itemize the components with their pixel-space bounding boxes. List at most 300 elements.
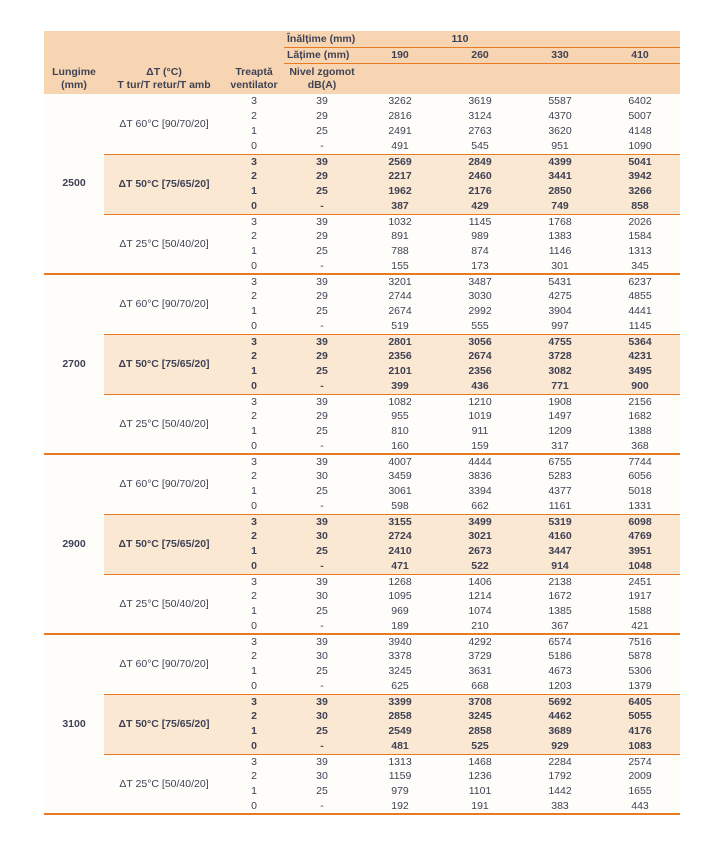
- heat-output-cell: 471: [360, 559, 440, 574]
- fan-step-cell: 0: [224, 679, 284, 694]
- fan-step-cell: 0: [224, 739, 284, 754]
- noise-level-cell: 39: [284, 394, 360, 409]
- heat-output-cell: 368: [600, 439, 680, 454]
- fan-step-cell: 3: [224, 514, 284, 529]
- heat-output-cell: 1313: [600, 244, 680, 259]
- fan-step-cell: 0: [224, 259, 284, 274]
- heat-output-cell: 3245: [440, 709, 520, 724]
- table-header: [44, 31, 680, 94]
- heat-output-cell: 3056: [440, 334, 520, 349]
- heat-output-cell: 545: [440, 139, 520, 154]
- heat-output-cell: 2356: [360, 349, 440, 364]
- heat-output-cell: 519: [360, 319, 440, 334]
- noise-level-cell: 25: [284, 124, 360, 139]
- noise-level-cell: 25: [284, 544, 360, 559]
- heat-output-cell: 3441: [520, 169, 600, 184]
- lungime-cell: 2700: [44, 274, 104, 454]
- fan-step-cell: 2: [224, 769, 284, 784]
- heat-output-cell: 3447: [520, 544, 600, 559]
- delta-t-cell: ΔT 25°C [50/40/20]: [104, 214, 224, 274]
- fan-step-cell: 3: [224, 334, 284, 349]
- heat-output-cell: 387: [360, 199, 440, 214]
- heat-output-cell: 1210: [440, 394, 520, 409]
- fan-step-cell: 2: [224, 409, 284, 424]
- noise-level-cell: -: [284, 739, 360, 754]
- noise-level-cell: 29: [284, 169, 360, 184]
- heat-output-cell: 421: [600, 619, 680, 634]
- heat-output-cell: 900: [600, 379, 680, 394]
- col-header-lungime-line2: (mm): [61, 78, 87, 91]
- table-row: [44, 514, 680, 529]
- heat-output-cell: 2673: [440, 544, 520, 559]
- noise-level-cell: 25: [284, 244, 360, 259]
- heat-output-cell: 7744: [600, 454, 680, 469]
- heat-output-cell: 1146: [520, 244, 600, 259]
- noise-level-cell: 29: [284, 349, 360, 364]
- heat-output-cell: 317: [520, 439, 600, 454]
- heat-output-cell: 1672: [520, 589, 600, 604]
- noise-level-cell: 39: [284, 634, 360, 649]
- heat-output-cell: 3399: [360, 694, 440, 709]
- heat-output-cell: 4231: [600, 349, 680, 364]
- heat-output-cell: 367: [520, 619, 600, 634]
- delta-t-cell: ΔT 60°C [90/70/20]: [104, 454, 224, 514]
- heat-output-cell: 3061: [360, 484, 440, 499]
- heat-output-cell: 210: [440, 619, 520, 634]
- col-header-fan-step-line2: ventilator: [230, 78, 278, 91]
- heat-output-cell: 979: [360, 784, 440, 799]
- heat-output-cell: 3124: [440, 109, 520, 124]
- heat-output-cell: 1313: [360, 754, 440, 769]
- heat-output-cell: 3708: [440, 694, 520, 709]
- height-header-row: [44, 31, 680, 47]
- heat-output-cell: 522: [440, 559, 520, 574]
- heat-output-cell: 4462: [520, 709, 600, 724]
- table-row: [44, 154, 680, 169]
- noise-level-cell: 30: [284, 709, 360, 724]
- heat-output-cell: 955: [360, 409, 440, 424]
- heat-output-cell: 1406: [440, 574, 520, 589]
- heat-output-cell: 929: [520, 739, 600, 754]
- fan-step-cell: 2: [224, 289, 284, 304]
- heat-output-cell: 5055: [600, 709, 680, 724]
- heat-output-cell: 383: [520, 799, 600, 814]
- fan-step-cell: 1: [224, 484, 284, 499]
- fan-step-cell: 3: [224, 214, 284, 229]
- width-value-330: 330: [520, 47, 600, 63]
- fan-step-cell: 3: [224, 754, 284, 769]
- noise-level-cell: 30: [284, 469, 360, 484]
- fan-step-cell: 0: [224, 439, 284, 454]
- lungime-cell: 2500: [44, 94, 104, 274]
- heat-output-cell: 4148: [600, 124, 680, 139]
- heat-output-cell: 1917: [600, 589, 680, 604]
- heat-output-cell: 1236: [440, 769, 520, 784]
- heat-output-cell: 6098: [600, 514, 680, 529]
- heat-output-cell: 3245: [360, 664, 440, 679]
- noise-level-cell: 30: [284, 649, 360, 664]
- heat-output-cell: 1588: [600, 604, 680, 619]
- noise-level-cell: 39: [284, 754, 360, 769]
- column-header-row: [44, 63, 680, 94]
- heat-output-cell: 4007: [360, 454, 440, 469]
- heat-output-cell: 5364: [600, 334, 680, 349]
- heat-output-cell: 1145: [600, 319, 680, 334]
- col-header-fan-step-line1: Treaptă: [235, 66, 273, 79]
- heat-output-cell: 1497: [520, 409, 600, 424]
- heat-output-cell: 3021: [440, 529, 520, 544]
- heat-output-cell: 3499: [440, 514, 520, 529]
- heat-output-cell: 3904: [520, 304, 600, 319]
- fan-step-cell: 0: [224, 559, 284, 574]
- heat-output-cell: 555: [440, 319, 520, 334]
- fan-step-cell: 1: [224, 604, 284, 619]
- fan-step-cell: 2: [224, 349, 284, 364]
- heat-output-cell: 4444: [440, 454, 520, 469]
- heat-output-cell: 1214: [440, 589, 520, 604]
- fan-step-cell: 1: [224, 424, 284, 439]
- heat-output-cell: 2674: [360, 304, 440, 319]
- heat-output-cell: 2574: [600, 754, 680, 769]
- heat-output-cell: 5018: [600, 484, 680, 499]
- heat-output-cell: 1161: [520, 499, 600, 514]
- heat-output-cell: 5007: [600, 109, 680, 124]
- heat-output-cell: 1268: [360, 574, 440, 589]
- heat-output-cell: 4176: [600, 724, 680, 739]
- heat-output-cell: 192: [360, 799, 440, 814]
- fan-step-cell: 1: [224, 544, 284, 559]
- heat-output-cell: 3631: [440, 664, 520, 679]
- heat-output-cell: 2451: [600, 574, 680, 589]
- fan-step-cell: 3: [224, 634, 284, 649]
- heat-output-cell: 2026: [600, 214, 680, 229]
- heat-output-cell: 969: [360, 604, 440, 619]
- heat-output-cell: 2858: [360, 709, 440, 724]
- col-header-lungime-line1: Lungime: [52, 66, 96, 79]
- heat-output-cell: 1908: [520, 394, 600, 409]
- heat-output-cell: 5306: [600, 664, 680, 679]
- table-row: [44, 574, 680, 589]
- radiator-output-table: [44, 31, 680, 815]
- delta-t-cell: ΔT 60°C [90/70/20]: [104, 634, 224, 694]
- heat-output-cell: 155: [360, 259, 440, 274]
- heat-output-cell: 429: [440, 199, 520, 214]
- fan-step-cell: 2: [224, 649, 284, 664]
- document-page: [0, 31, 717, 846]
- heat-output-cell: 810: [360, 424, 440, 439]
- table-row: [44, 694, 680, 709]
- fan-step-cell: 1: [224, 664, 284, 679]
- header-blank: [360, 63, 680, 94]
- col-header-noise-level-line1: Nivel zgomot: [289, 66, 355, 79]
- heat-output-cell: 2801: [360, 334, 440, 349]
- fan-step-cell: 2: [224, 529, 284, 544]
- heat-output-cell: 3729: [440, 649, 520, 664]
- heat-output-cell: 1383: [520, 229, 600, 244]
- table-body: [44, 94, 680, 814]
- lungime-cell: 3100: [44, 634, 104, 814]
- fan-step-cell: 2: [224, 169, 284, 184]
- noise-level-cell: -: [284, 259, 360, 274]
- noise-level-cell: 39: [284, 514, 360, 529]
- heat-output-cell: 443: [600, 799, 680, 814]
- heat-output-cell: 159: [440, 439, 520, 454]
- heat-output-cell: 5319: [520, 514, 600, 529]
- noise-level-cell: -: [284, 679, 360, 694]
- noise-level-cell: 30: [284, 529, 360, 544]
- heat-output-cell: 1159: [360, 769, 440, 784]
- heat-output-cell: 1090: [600, 139, 680, 154]
- header-blank: [44, 31, 284, 47]
- heat-output-cell: 4399: [520, 154, 600, 169]
- delta-t-cell: ΔT 50°C [75/65/20]: [104, 154, 224, 214]
- noise-level-cell: 29: [284, 109, 360, 124]
- fan-step-cell: 2: [224, 229, 284, 244]
- noise-level-cell: -: [284, 139, 360, 154]
- noise-level-cell: 25: [284, 364, 360, 379]
- noise-level-cell: 39: [284, 334, 360, 349]
- heat-output-cell: 2724: [360, 529, 440, 544]
- delta-t-cell: ΔT 50°C [75/65/20]: [104, 514, 224, 574]
- heat-output-cell: 3940: [360, 634, 440, 649]
- heat-output-cell: 2176: [440, 184, 520, 199]
- heat-output-cell: 6574: [520, 634, 600, 649]
- heat-output-cell: 1682: [600, 409, 680, 424]
- fan-step-cell: 0: [224, 799, 284, 814]
- fan-step-cell: 1: [224, 244, 284, 259]
- noise-level-cell: 39: [284, 454, 360, 469]
- width-header-row: [44, 47, 680, 63]
- heat-output-cell: 3689: [520, 724, 600, 739]
- heat-output-cell: 5186: [520, 649, 600, 664]
- heat-output-cell: 6402: [600, 94, 680, 109]
- heat-output-cell: 1379: [600, 679, 680, 694]
- heat-output-cell: 1019: [440, 409, 520, 424]
- heat-output-cell: 4275: [520, 289, 600, 304]
- heat-output-cell: 3620: [520, 124, 600, 139]
- heat-output-cell: 1145: [440, 214, 520, 229]
- noise-level-cell: 25: [284, 604, 360, 619]
- noise-level-cell: 39: [284, 154, 360, 169]
- fan-step-cell: 0: [224, 139, 284, 154]
- heat-output-cell: 3155: [360, 514, 440, 529]
- heat-output-cell: 1442: [520, 784, 600, 799]
- delta-t-cell: ΔT 60°C [90/70/20]: [104, 94, 224, 154]
- heat-output-cell: 891: [360, 229, 440, 244]
- table-row: [44, 274, 680, 289]
- heat-output-cell: 173: [440, 259, 520, 274]
- heat-output-cell: 2992: [440, 304, 520, 319]
- heat-output-cell: 997: [520, 319, 600, 334]
- noise-level-cell: -: [284, 199, 360, 214]
- noise-level-cell: 25: [284, 184, 360, 199]
- delta-t-cell: ΔT 50°C [75/65/20]: [104, 694, 224, 754]
- heat-output-cell: 4370: [520, 109, 600, 124]
- heat-output-cell: 5587: [520, 94, 600, 109]
- heat-output-cell: 911: [440, 424, 520, 439]
- heat-output-cell: 3201: [360, 274, 440, 289]
- fan-step-cell: 2: [224, 709, 284, 724]
- heat-output-cell: 3487: [440, 274, 520, 289]
- heat-output-cell: 1468: [440, 754, 520, 769]
- heat-output-cell: 6755: [520, 454, 600, 469]
- table-row: [44, 394, 680, 409]
- fan-step-cell: 0: [224, 379, 284, 394]
- noise-level-cell: 39: [284, 574, 360, 589]
- fan-step-cell: 2: [224, 589, 284, 604]
- height-label: Înălțime (mm): [284, 31, 360, 47]
- table-row: [44, 94, 680, 109]
- heat-output-cell: 3262: [360, 94, 440, 109]
- noise-level-cell: -: [284, 619, 360, 634]
- noise-level-cell: 39: [284, 694, 360, 709]
- heat-output-cell: 481: [360, 739, 440, 754]
- heat-output-cell: 2410: [360, 544, 440, 559]
- col-header-noise-level-line2: dB(A): [307, 78, 337, 91]
- noise-level-cell: 25: [284, 304, 360, 319]
- col-header-fan-step: [224, 63, 284, 94]
- col-header-lungime: [44, 63, 104, 94]
- height-value: 110: [360, 31, 680, 47]
- fan-step-cell: 3: [224, 94, 284, 109]
- width-value-410: 410: [600, 47, 680, 63]
- heat-output-cell: 4292: [440, 634, 520, 649]
- heat-output-cell: 5878: [600, 649, 680, 664]
- heat-output-cell: 2156: [600, 394, 680, 409]
- heat-output-cell: 2356: [440, 364, 520, 379]
- heat-output-cell: 1082: [360, 394, 440, 409]
- table-row: [44, 454, 680, 469]
- fan-step-cell: 0: [224, 619, 284, 634]
- heat-output-cell: 668: [440, 679, 520, 694]
- heat-output-cell: 491: [360, 139, 440, 154]
- heat-output-cell: 191: [440, 799, 520, 814]
- noise-level-cell: 25: [284, 664, 360, 679]
- heat-output-cell: 3495: [600, 364, 680, 379]
- heat-output-cell: 625: [360, 679, 440, 694]
- width-value-260: 260: [440, 47, 520, 63]
- heat-output-cell: 4755: [520, 334, 600, 349]
- heat-output-cell: 2763: [440, 124, 520, 139]
- noise-level-cell: 25: [284, 424, 360, 439]
- lungime-cell: 2900: [44, 454, 104, 634]
- fan-step-cell: 3: [224, 154, 284, 169]
- heat-output-cell: 3942: [600, 169, 680, 184]
- heat-output-cell: 3951: [600, 544, 680, 559]
- heat-output-cell: 2217: [360, 169, 440, 184]
- noise-level-cell: 25: [284, 784, 360, 799]
- heat-output-cell: 4855: [600, 289, 680, 304]
- noise-level-cell: -: [284, 799, 360, 814]
- heat-output-cell: 2858: [440, 724, 520, 739]
- fan-step-cell: 1: [224, 304, 284, 319]
- heat-output-cell: 2850: [520, 184, 600, 199]
- noise-level-cell: -: [284, 379, 360, 394]
- table-row: [44, 214, 680, 229]
- heat-output-cell: 874: [440, 244, 520, 259]
- heat-output-cell: 1655: [600, 784, 680, 799]
- heat-output-cell: 1385: [520, 604, 600, 619]
- heat-output-cell: 4377: [520, 484, 600, 499]
- fan-step-cell: 2: [224, 469, 284, 484]
- noise-level-cell: -: [284, 499, 360, 514]
- heat-output-cell: 749: [520, 199, 600, 214]
- heat-output-cell: 525: [440, 739, 520, 754]
- fan-step-cell: 3: [224, 394, 284, 409]
- heat-output-cell: 160: [360, 439, 440, 454]
- noise-level-cell: -: [284, 439, 360, 454]
- heat-output-cell: 3378: [360, 649, 440, 664]
- heat-output-cell: 2009: [600, 769, 680, 784]
- heat-output-cell: 2101: [360, 364, 440, 379]
- heat-output-cell: 6405: [600, 694, 680, 709]
- fan-step-cell: 3: [224, 574, 284, 589]
- heat-output-cell: 436: [440, 379, 520, 394]
- heat-output-cell: 4160: [520, 529, 600, 544]
- noise-level-cell: 29: [284, 289, 360, 304]
- header-blank: [44, 47, 284, 63]
- width-label: Lățime (mm): [284, 47, 360, 63]
- heat-output-cell: 2460: [440, 169, 520, 184]
- heat-output-cell: 951: [520, 139, 600, 154]
- heat-output-cell: 5283: [520, 469, 600, 484]
- heat-output-cell: 2549: [360, 724, 440, 739]
- heat-output-cell: 914: [520, 559, 600, 574]
- noise-level-cell: 29: [284, 409, 360, 424]
- heat-output-cell: 1331: [600, 499, 680, 514]
- noise-level-cell: 30: [284, 769, 360, 784]
- noise-level-cell: 39: [284, 94, 360, 109]
- fan-step-cell: 1: [224, 784, 284, 799]
- heat-output-cell: 858: [600, 199, 680, 214]
- noise-level-cell: 25: [284, 724, 360, 739]
- heat-output-cell: 6237: [600, 274, 680, 289]
- noise-level-cell: -: [284, 559, 360, 574]
- heat-output-cell: 662: [440, 499, 520, 514]
- delta-t-cell: ΔT 50°C [75/65/20]: [104, 334, 224, 394]
- heat-output-cell: 5692: [520, 694, 600, 709]
- heat-output-cell: 1962: [360, 184, 440, 199]
- heat-output-cell: 3082: [520, 364, 600, 379]
- heat-output-cell: 345: [600, 259, 680, 274]
- noise-level-cell: 39: [284, 274, 360, 289]
- fan-step-cell: 0: [224, 319, 284, 334]
- heat-output-cell: 3728: [520, 349, 600, 364]
- heat-output-cell: 6056: [600, 469, 680, 484]
- delta-t-cell: ΔT 25°C [50/40/20]: [104, 754, 224, 814]
- table-row: [44, 334, 680, 349]
- heat-output-cell: 1095: [360, 589, 440, 604]
- heat-output-cell: 2284: [520, 754, 600, 769]
- fan-step-cell: 0: [224, 199, 284, 214]
- heat-output-cell: 1101: [440, 784, 520, 799]
- heat-output-cell: 4769: [600, 529, 680, 544]
- fan-step-cell: 3: [224, 694, 284, 709]
- heat-output-cell: 3394: [440, 484, 520, 499]
- heat-output-cell: 189: [360, 619, 440, 634]
- heat-output-cell: 1209: [520, 424, 600, 439]
- delta-t-cell: ΔT 60°C [90/70/20]: [104, 274, 224, 334]
- heat-output-cell: 771: [520, 379, 600, 394]
- heat-output-cell: 3030: [440, 289, 520, 304]
- fan-step-cell: 0: [224, 499, 284, 514]
- col-header-noise-level: [284, 63, 360, 94]
- heat-output-cell: 4673: [520, 664, 600, 679]
- delta-t-cell: ΔT 25°C [50/40/20]: [104, 394, 224, 454]
- fan-step-cell: 1: [224, 724, 284, 739]
- col-header-delta-t-line2: T tur/T retur/T amb: [117, 78, 211, 91]
- fan-step-cell: 3: [224, 274, 284, 289]
